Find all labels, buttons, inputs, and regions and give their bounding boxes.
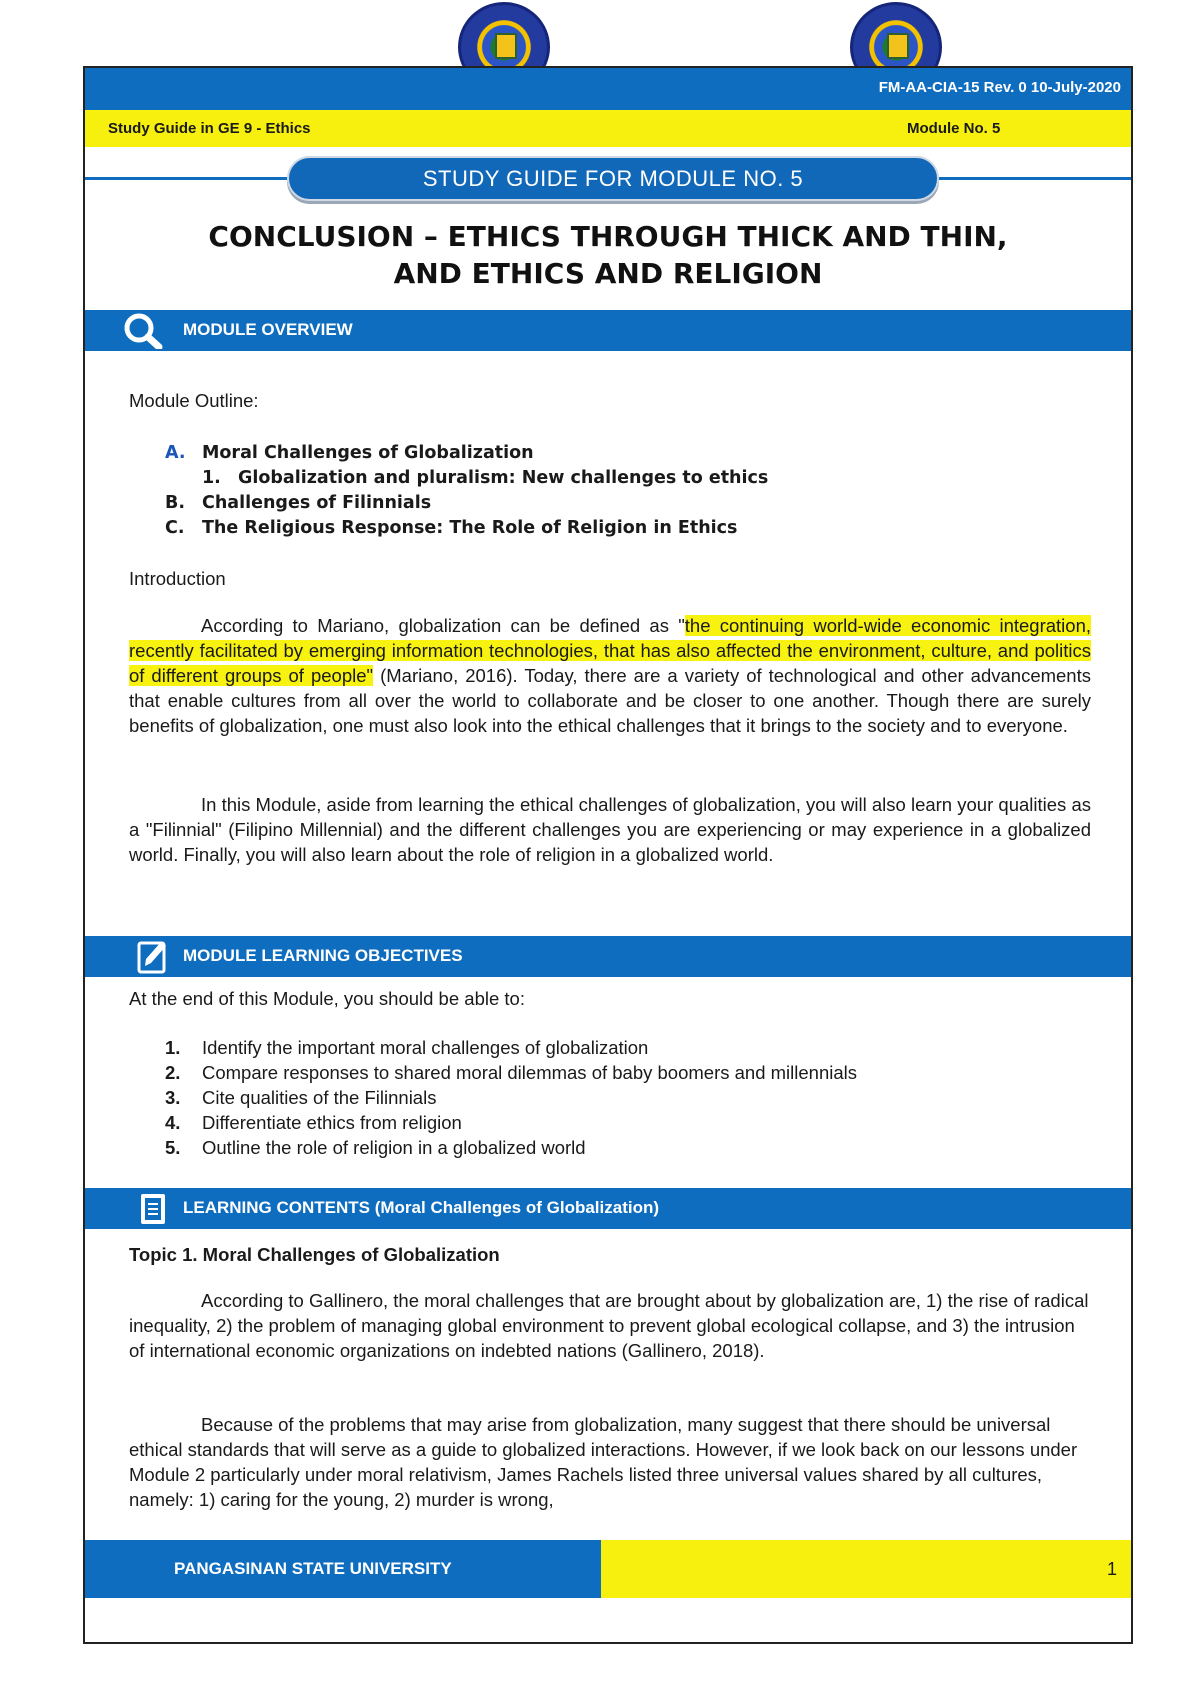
module-outline-label: Module Outline: (129, 390, 259, 411)
objective-item: 3. Cite qualities of the Filinnials (165, 1087, 437, 1108)
document-icon (119, 1190, 167, 1227)
outline-item: A. Moral Challenges of Globalization (165, 443, 534, 463)
module-title-line-2: AND ETHICS AND RELIGION (393, 257, 823, 290)
objective-item: 4. Differentiate ethics from religion (165, 1112, 462, 1133)
section-bar-objectives (85, 936, 1131, 977)
study-guide-banner: STUDY GUIDE FOR MODULE NO. 5 (287, 156, 939, 201)
introduction-paragraph-1: According to Mariano, globalization can be defined as "the continuing world-wide economic integration, recently facilitated by emerging information technologies, that has also affected the environment, culture, and politics of different groups of people" (Mariano, 2016). Today, there are a variety of technological and other advancements that enable cultures from all over the world to collaborate and be closer to one another. Though there are surely benefits of globalization, one must also look into the ethical challenges that it brings to the society and to everyone. (129, 615, 1091, 736)
section-bar-overview (85, 310, 1131, 351)
topic-paragraph-1: According to Gallinero, the moral challenges that are brought about by globalization are, 1) the rise of radical inequality, 2) the problem of managing global environment to prevent global ecological collapse, and 3) the intrusion of international economic organizations on indebted nations (Gallinero, 2018). (129, 1290, 1089, 1361)
pencil-square-icon (119, 938, 167, 975)
page-number: 1 (1106, 1559, 1117, 1579)
outline-item: C. The Religious Response: The Role of Religion in Ethics (165, 518, 738, 538)
topic-title: Topic 1. Moral Challenges of Globalization (129, 1244, 500, 1265)
introduction-paragraph-2: In this Module, aside from learning the ethical challenges of globalization, you will also learn your qualities as a "Filinnial" (Filipino Millennial) and the different challenges you are experiencing or may experience in a globalized world. Finally, you will also learn about the role of religion in a globalized world. (129, 794, 1091, 865)
module-number: Module No. 5 (907, 120, 1001, 137)
highlighted-definition: the continuing world-wide economic integration, recently facilitated by emerging information technologies, that has also affected the environment, culture, and politics of different groups of people" (129, 615, 1091, 686)
magnifier-icon (119, 312, 167, 349)
section-bar-contents (85, 1188, 1131, 1229)
section-heading-objectives: MODULE LEARNING OBJECTIVES (183, 946, 463, 965)
header-yellow-band (85, 110, 1131, 147)
section-heading-overview: MODULE OVERVIEW (183, 320, 353, 339)
footer-blue-band (85, 1540, 601, 1598)
module-title (85, 218, 1131, 292)
form-code: FM-AA-CIA-15 Rev. 0 10-July-2020 (878, 79, 1121, 96)
outline-item: B. Challenges of Filinnials (165, 493, 432, 513)
section-heading-contents: LEARNING CONTENTS (Moral Challenges of Globalization) (183, 1198, 660, 1217)
footer-yellow-band (601, 1540, 1133, 1598)
university-name: PANGASINAN STATE UNIVERSITY (174, 1559, 452, 1578)
objective-item: 1. Identify the important moral challenges of globalization (165, 1037, 649, 1058)
objectives-list (129, 1035, 1089, 1160)
objectives-intro: At the end of this Module, you should be able to: (129, 988, 525, 1009)
page-frame (83, 66, 1133, 1644)
objective-item: 5. Outline the role of religion in a globalized world (165, 1137, 586, 1158)
module-title-line-1: CONCLUSION – ETHICS THROUGH THICK AND THIN, (208, 220, 1008, 253)
outline-subitem: 1. Globalization and pluralism: New challenges to ethics (202, 468, 769, 488)
course-label: Study Guide in GE 9 - Ethics (108, 120, 311, 137)
module-outline-list (129, 441, 1029, 541)
introduction-label: Introduction (129, 568, 226, 589)
header-blue-band (85, 68, 1131, 110)
objective-item: 2. Compare responses to shared moral dilemmas of baby boomers and millennials (165, 1062, 858, 1083)
topic-paragraph-2: Because of the problems that may arise from globalization, many suggest that there should be universal ethical standards that will serve as a guide to globalized interactions. However, if we look back on our lessons under Module 2 particularly under moral relativism, James Rachels listed three universal values shared by all cultures, namely: 1) caring for the young, 2) murder is wrong, (129, 1414, 1078, 1510)
